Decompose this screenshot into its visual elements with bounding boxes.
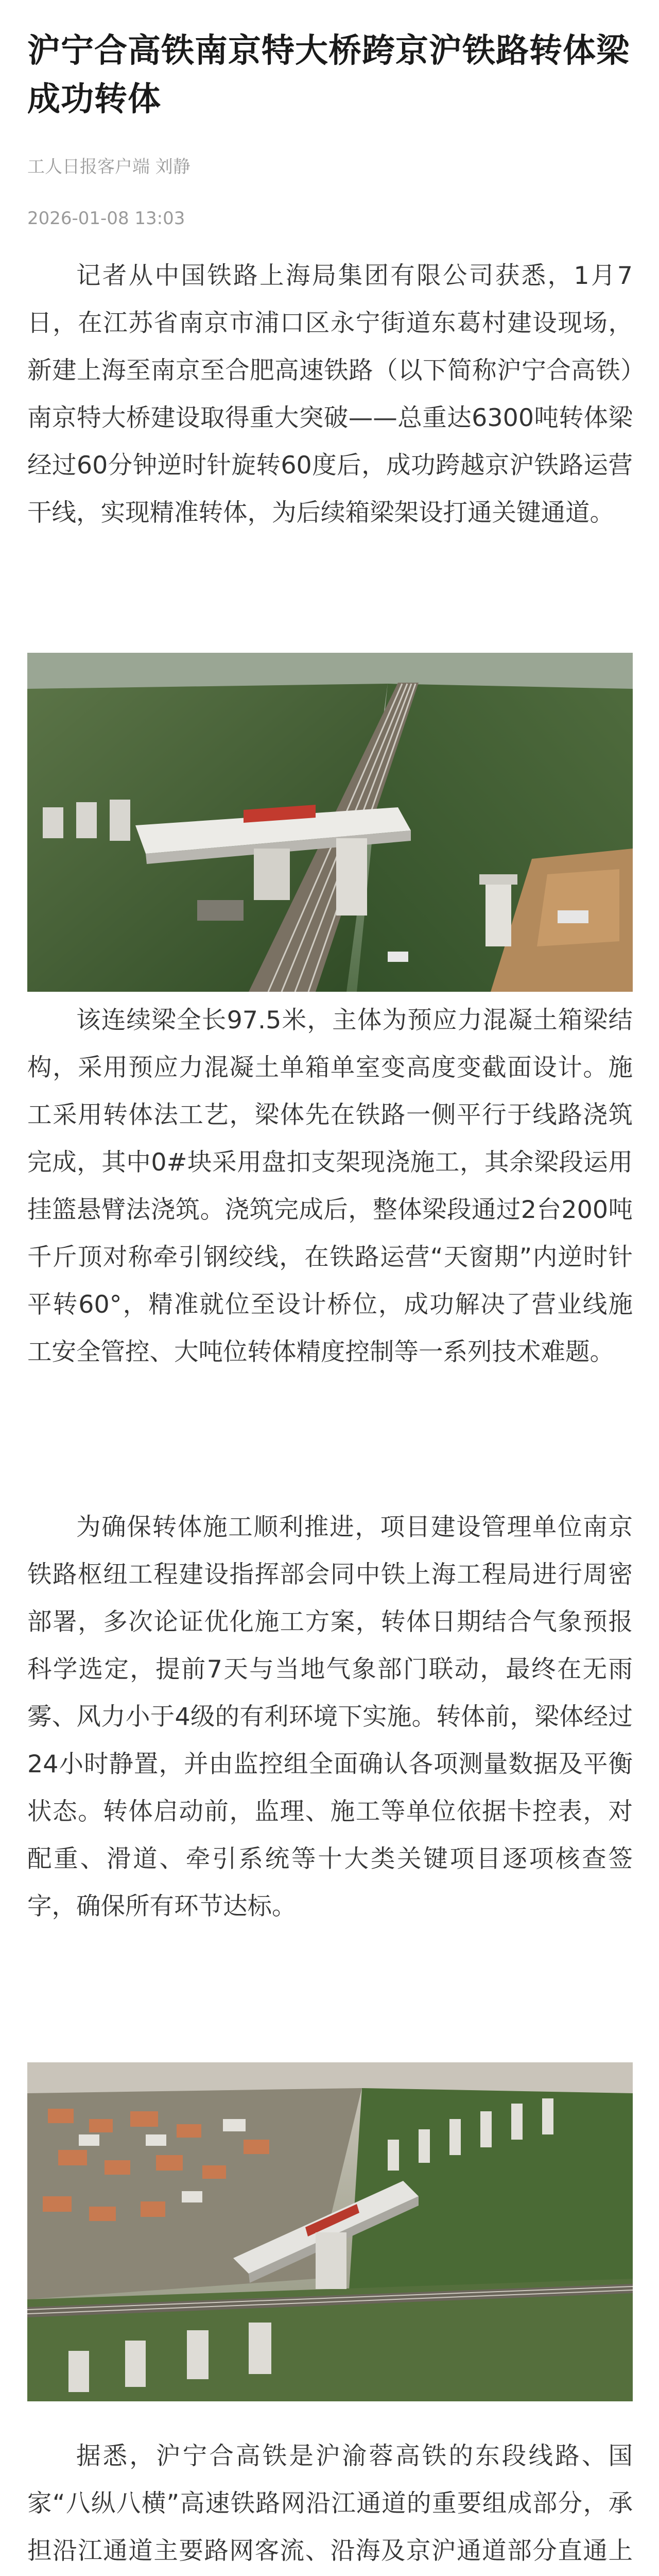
article-paragraph-2: 该连续梁全长97.5米，主体为预应力混凝土箱梁结构，采用预应力混凝土单箱单室变高度变截面设计。施工采用转体法工艺，梁体先在铁路一侧平行于线路浇筑完成，其中0#块采用盘扣支架现浇施工，其余梁段运用挂篮悬臂法浇筑。浇筑完成后，整体梁段通过2台200吨千斤顶对称牵引钢绞线，在铁路运营“天窗期”内逆时针平转60°，精准就位至设计桥位，成功解决了营业线施工安全管控、大吨位转体精度控制等一系列技术难题。: [27, 1006, 633, 1366]
article-date: 2026-01-08 13:03: [27, 208, 185, 229]
article-paragraph-1: 记者从中国铁路上海局集团有限公司获悉，1月7日，在江苏省南京市浦口区永宁街道东葛村建设现场，新建上海至南京至合肥高速铁路（以下简称沪宁合高铁）南京特大桥建设取得重大突破——总重达6300吨转体梁经过60分钟逆时针旋转60度后，成功跨越京沪铁路运营干线，实现精准转体，为后续箱梁架设打通关键通道。: [27, 262, 633, 527]
article-title: 沪宁合高铁南京特大桥跨京沪铁路转体梁成功转体: [27, 32, 630, 118]
article-paragraph-4: [27, 2433, 633, 2576]
aerial-bridge-railway-photo: [27, 653, 633, 992]
article-source[interactable]: 工人日报客户端 刘静: [27, 157, 190, 177]
aerial-bridge-village-photo: [27, 2062, 633, 2401]
paragraph-4-text: 据悉，沪宁合高铁是沪渝蓉高铁的东段线路、国家“八纵八横”高速铁路网沿江通道的重要组成部分，承担沿江通道主要路网客流、沿海及京沪通道部分直通上: [27, 2442, 633, 2565]
bridge-aerial-photo-2: [27, 2062, 633, 2401]
article-paragraph-3: 为确保转体施工顺利推进，项目建设管理单位南京铁路枢纽工程建设指挥部会同中铁上海工程局进行周密部署，多次论证优化施工方案，转体日期结合气象预报科学选定，提前7天与当地气象部门联动，最终在无雨雾、风力小于4级的有利环境下实施。转体前，梁体经过24小时静置，并由监控组全面确认各项测量数据及平衡状态。转体启动前，监理、施工等单位依据卡控表，对配重、滑道、牵引系统等十大类关键项目逐项核查签字，确保所有环节达标。: [27, 1513, 633, 1921]
bridge-aerial-photo-1: [27, 653, 633, 992]
